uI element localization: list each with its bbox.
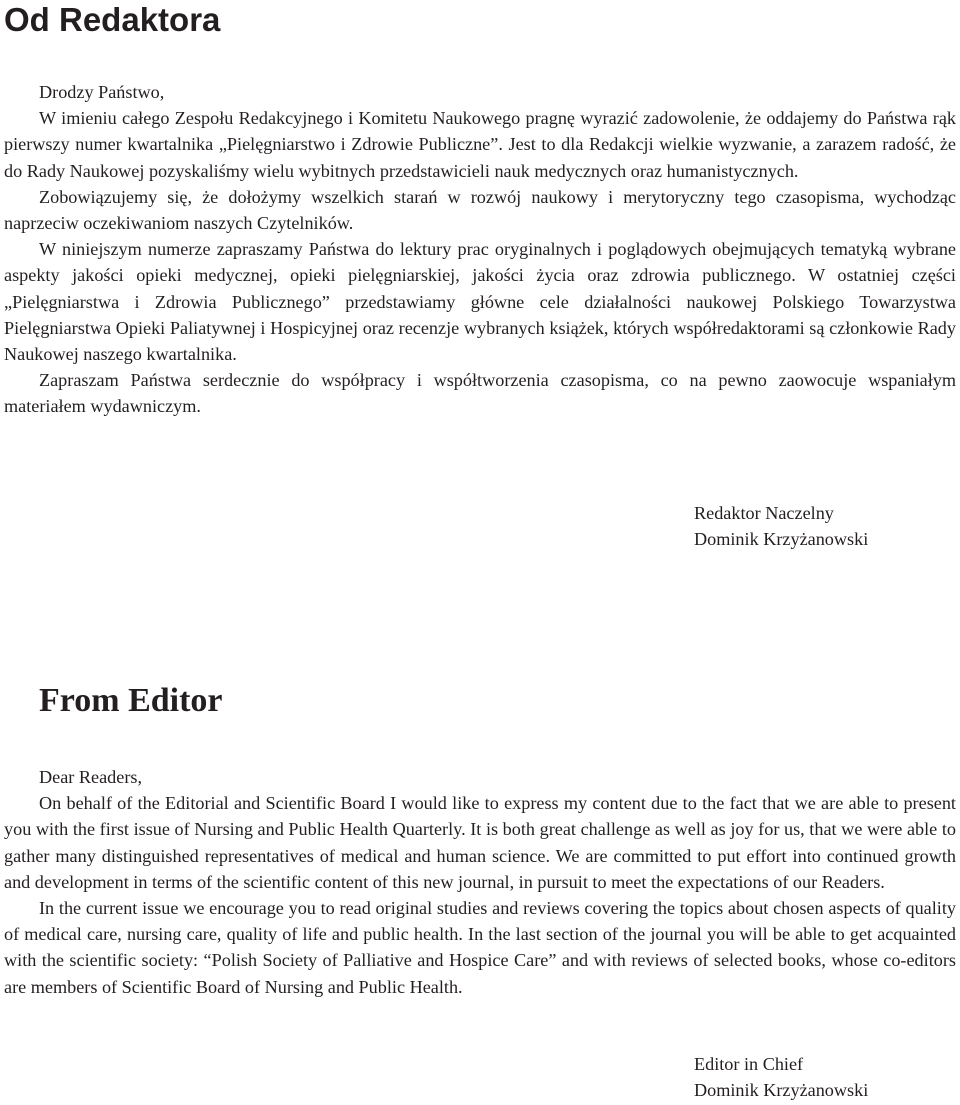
polish-signature-role: Redaktor Naczelny xyxy=(694,503,834,523)
polish-signature-name: Dominik Krzyżanowski xyxy=(694,529,869,550)
english-letter-body xyxy=(4,764,956,1000)
english-paragraph: In the current issue we encourage you to read original studies and reviews covering the topics about chosen aspects of quality of medical care, nursing care, quality of life and public health. In the last section of the journal you will be able to get acquainted with the scientific society: “Polish Society of Palliative and Hospice Care” and with reviews of selected books, whose co-editors are members of Scientific Board of Nursing and Public Health. xyxy=(4,898,956,997)
english-paragraph: On behalf of the Editorial and Scientific Board I would like to express my content due to the fact that we are able to present you with the first issue of Nursing and Public Health Quarterly. It is both great challenge as well as joy for us, that we were able to gather many distinguished representatives of medical and human science. We are committed to put effort into continued growth and development in terms of the scientific content of this new journal, in pursuit to meet the expectations of our Readers. xyxy=(4,793,956,892)
polish-signature xyxy=(694,500,868,552)
polish-greeting: Drodzy Państwo, xyxy=(39,82,165,102)
polish-paragraph: W niniejszym numerze zapraszamy Państwa do lektury prac oryginalnych i poglądowych obejmujących tematyką wybrane aspekty jakości opieki medycznej, opieki pielęgniarskiej, jakości życia oraz zdrowia publicznego. W ostatniej części „Pielęgniarstwa i Zdrowia Publicznego” przedstawiamy główne cele działalności naukowej Polskiego Towarzystwa Pielęgniarstwa Opieki Paliatywnej i Hospicyjnej oraz recenzje wybranych książek, których współredaktorami są członkowie Rady Naukowej naszego kwartalnika. xyxy=(4,239,956,365)
english-signature xyxy=(694,1051,868,1103)
polish-letter-body xyxy=(4,79,956,420)
english-heading: From Editor xyxy=(39,682,223,719)
polish-heading: Od Redaktora xyxy=(4,1,221,38)
polish-paragraph: Zapraszam Państwa serdecznie do współpracy i współtworzenia czasopisma, co na pewno zaowocuje wspaniałym materiałem wydawniczym. xyxy=(4,370,956,417)
english-greeting: Dear Readers, xyxy=(39,767,143,787)
english-signature-name: Dominik Krzyżanowski xyxy=(694,1080,869,1101)
english-signature-role: Editor in Chief xyxy=(694,1054,804,1074)
polish-paragraph: W imieniu całego Zespołu Redakcyjnego i Komitetu Naukowego pragnę wyrazić zadowolenie, że oddajemy do Państwa rąk pierwszy numer kwartalnika „Pielęgniarstwo i Zdrowie Publiczne”. Jest to dla Redakcji wielkie wyzwanie, a zarazem radość, że do Rady Naukowej pozyskaliśmy wielu wybitnych przedstawicieli nauk medycznych oraz humanistycznych. xyxy=(4,108,956,181)
polish-paragraph: Zobowiązujemy się, że dołożymy wszelkich starań w rozwój naukowy i merytoryczny tego czasopisma, wychodząc naprzeciw oczekiwaniom naszych Czytelników. xyxy=(4,186,956,234)
